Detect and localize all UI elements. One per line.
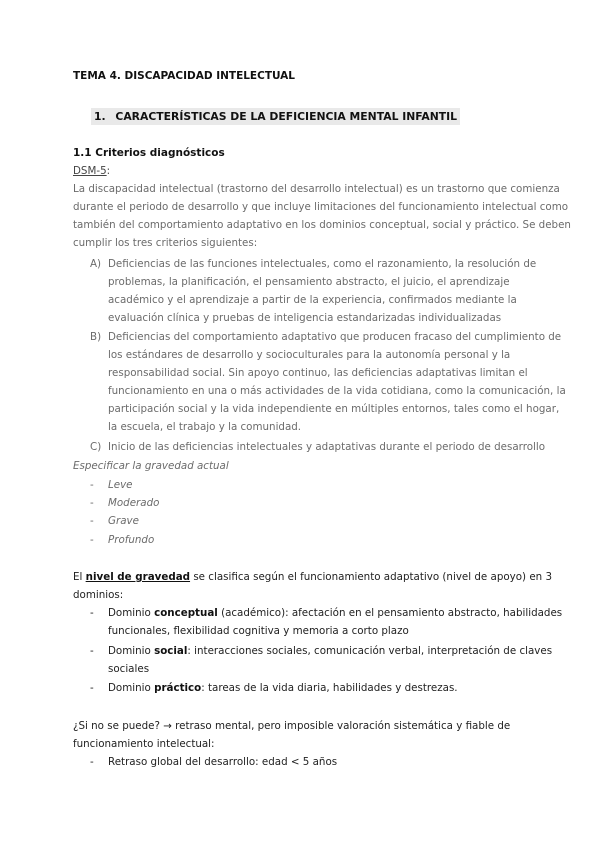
- criterion-a-line: evaluación clínica y pruebas de inteligencia estandarizadas individualizadas: [108, 312, 502, 324]
- criterion-b-line: Deficiencias del comportamiento adaptativo que producen fracaso del cumplimiento de: [108, 331, 562, 343]
- intro-line: cumplir los tres criterios siguientes:: [73, 237, 258, 249]
- gravity-suffix: se clasifica según el funcionamiento adaptativo (nivel de apoyo) en 3: [190, 571, 553, 583]
- severity-level: Profundo: [108, 534, 155, 546]
- criterion-b-line: funcionamiento en una o más actividades de la vida cotidiana, como la comunicación, la: [108, 385, 566, 397]
- criterion-a-line: Deficiencias de las funciones intelectuales, como el razonamiento, la resolución de: [108, 258, 537, 270]
- intro-line: La discapacidad intelectual (trastorno del desarrollo intelectual) es un trastorno que comienza: [73, 183, 560, 195]
- severity-level: Leve: [108, 479, 133, 491]
- criterion-a-line: académico y el aprendizaje a partir de la experiencia, confirmados mediante la: [108, 294, 517, 306]
- bullet: -: [90, 515, 94, 527]
- subsection-heading: 1.1 Criterios diagnósticos: [73, 147, 225, 159]
- gravity-keyword: nivel de gravedad: [85, 571, 191, 583]
- domain-pre: Dominio: [108, 682, 155, 694]
- severity-level: Grave: [108, 515, 139, 527]
- section-heading: [91, 108, 460, 125]
- criterion-a-line: problemas, la planificación, el pensamiento abstracto, el juicio, el aprendizaje: [108, 276, 510, 288]
- question-line: ¿Si no se puede? → retraso mental, pero imposible valoración sistemática y fiable de: [73, 720, 511, 732]
- domain-pre: Dominio: [108, 607, 155, 619]
- domain-rest: : tareas de la vida diaria, habilidades y destrezas.: [201, 682, 458, 694]
- domain-conceptual: [108, 607, 562, 619]
- bullet: -: [90, 534, 94, 546]
- document-title: TEMA 4. DISCAPACIDAD INTELECTUAL: [73, 70, 295, 82]
- domain-bold: práctico: [154, 682, 202, 694]
- criterion-b-line: la escuela, el trabajo y la comunidad.: [108, 421, 302, 433]
- bullet: -: [90, 645, 94, 657]
- bullet: -: [90, 682, 94, 694]
- gravity-prefix: El: [73, 571, 86, 583]
- domain-practico: [108, 682, 458, 694]
- criterion-marker-a: A): [90, 258, 102, 270]
- intro-line: durante el periodo de desarrollo y que incluye limitaciones del funcionamiento intelectual como: [73, 201, 569, 213]
- question-line2: funcionamiento intelectual:: [73, 738, 215, 750]
- dsm-colon: :: [106, 165, 111, 177]
- criterion-marker-c: C): [90, 441, 102, 453]
- domain-cont: sociales: [108, 663, 150, 675]
- dsm-line: [73, 165, 110, 177]
- bullet: -: [90, 756, 94, 768]
- bullet: -: [90, 607, 94, 619]
- criterion-marker-b: B): [90, 331, 102, 343]
- bullet: -: [90, 479, 94, 491]
- domain-social: [108, 645, 552, 657]
- domain-cont: funcionales, flexibilidad cognitiva y memoria a corto plazo: [108, 625, 409, 637]
- domain-rest: : interacciones sociales, comunicación verbal, interpretación de claves: [187, 645, 553, 657]
- domain-bold: conceptual: [154, 607, 218, 619]
- domain-rest: (académico): afectación en el pensamiento abstracto, habilidades: [217, 607, 563, 619]
- criterion-b-line: responsabilidad social. Sin apoyo continuo, las deficiencias adaptativas limitan el: [108, 367, 528, 379]
- severity-level: Moderado: [108, 497, 160, 509]
- section-number: 1.: [94, 110, 106, 123]
- gravity-line2: dominios:: [73, 589, 124, 601]
- dsm-label: DSM-5: [73, 165, 107, 177]
- bullet: -: [90, 497, 94, 509]
- gravity-line: [73, 571, 552, 583]
- section-title: CARACTERÍSTICAS DE LA DEFICIENCIA MENTAL INFANTIL: [115, 110, 458, 123]
- severity-heading: Especificar la gravedad actual: [73, 460, 229, 472]
- global-delay-item: Retraso global del desarrollo: edad < 5 años: [108, 756, 338, 768]
- criterion-b-line: participación social y la vida independiente en múltiples entornos, tales como el hogar,: [108, 403, 560, 415]
- domain-bold: social: [154, 645, 188, 657]
- criterion-c-line: Inicio de las deficiencias intelectuales y adaptativas durante el periodo de desarrollo: [108, 441, 546, 453]
- intro-line: también del comportamiento adaptativo en los dominios conceptual, social y práctico. Se deben: [73, 219, 571, 231]
- criterion-b-line: los estándares de desarrollo y socioculturales para la autonomía personal y la: [108, 349, 511, 361]
- domain-pre: Dominio: [108, 645, 155, 657]
